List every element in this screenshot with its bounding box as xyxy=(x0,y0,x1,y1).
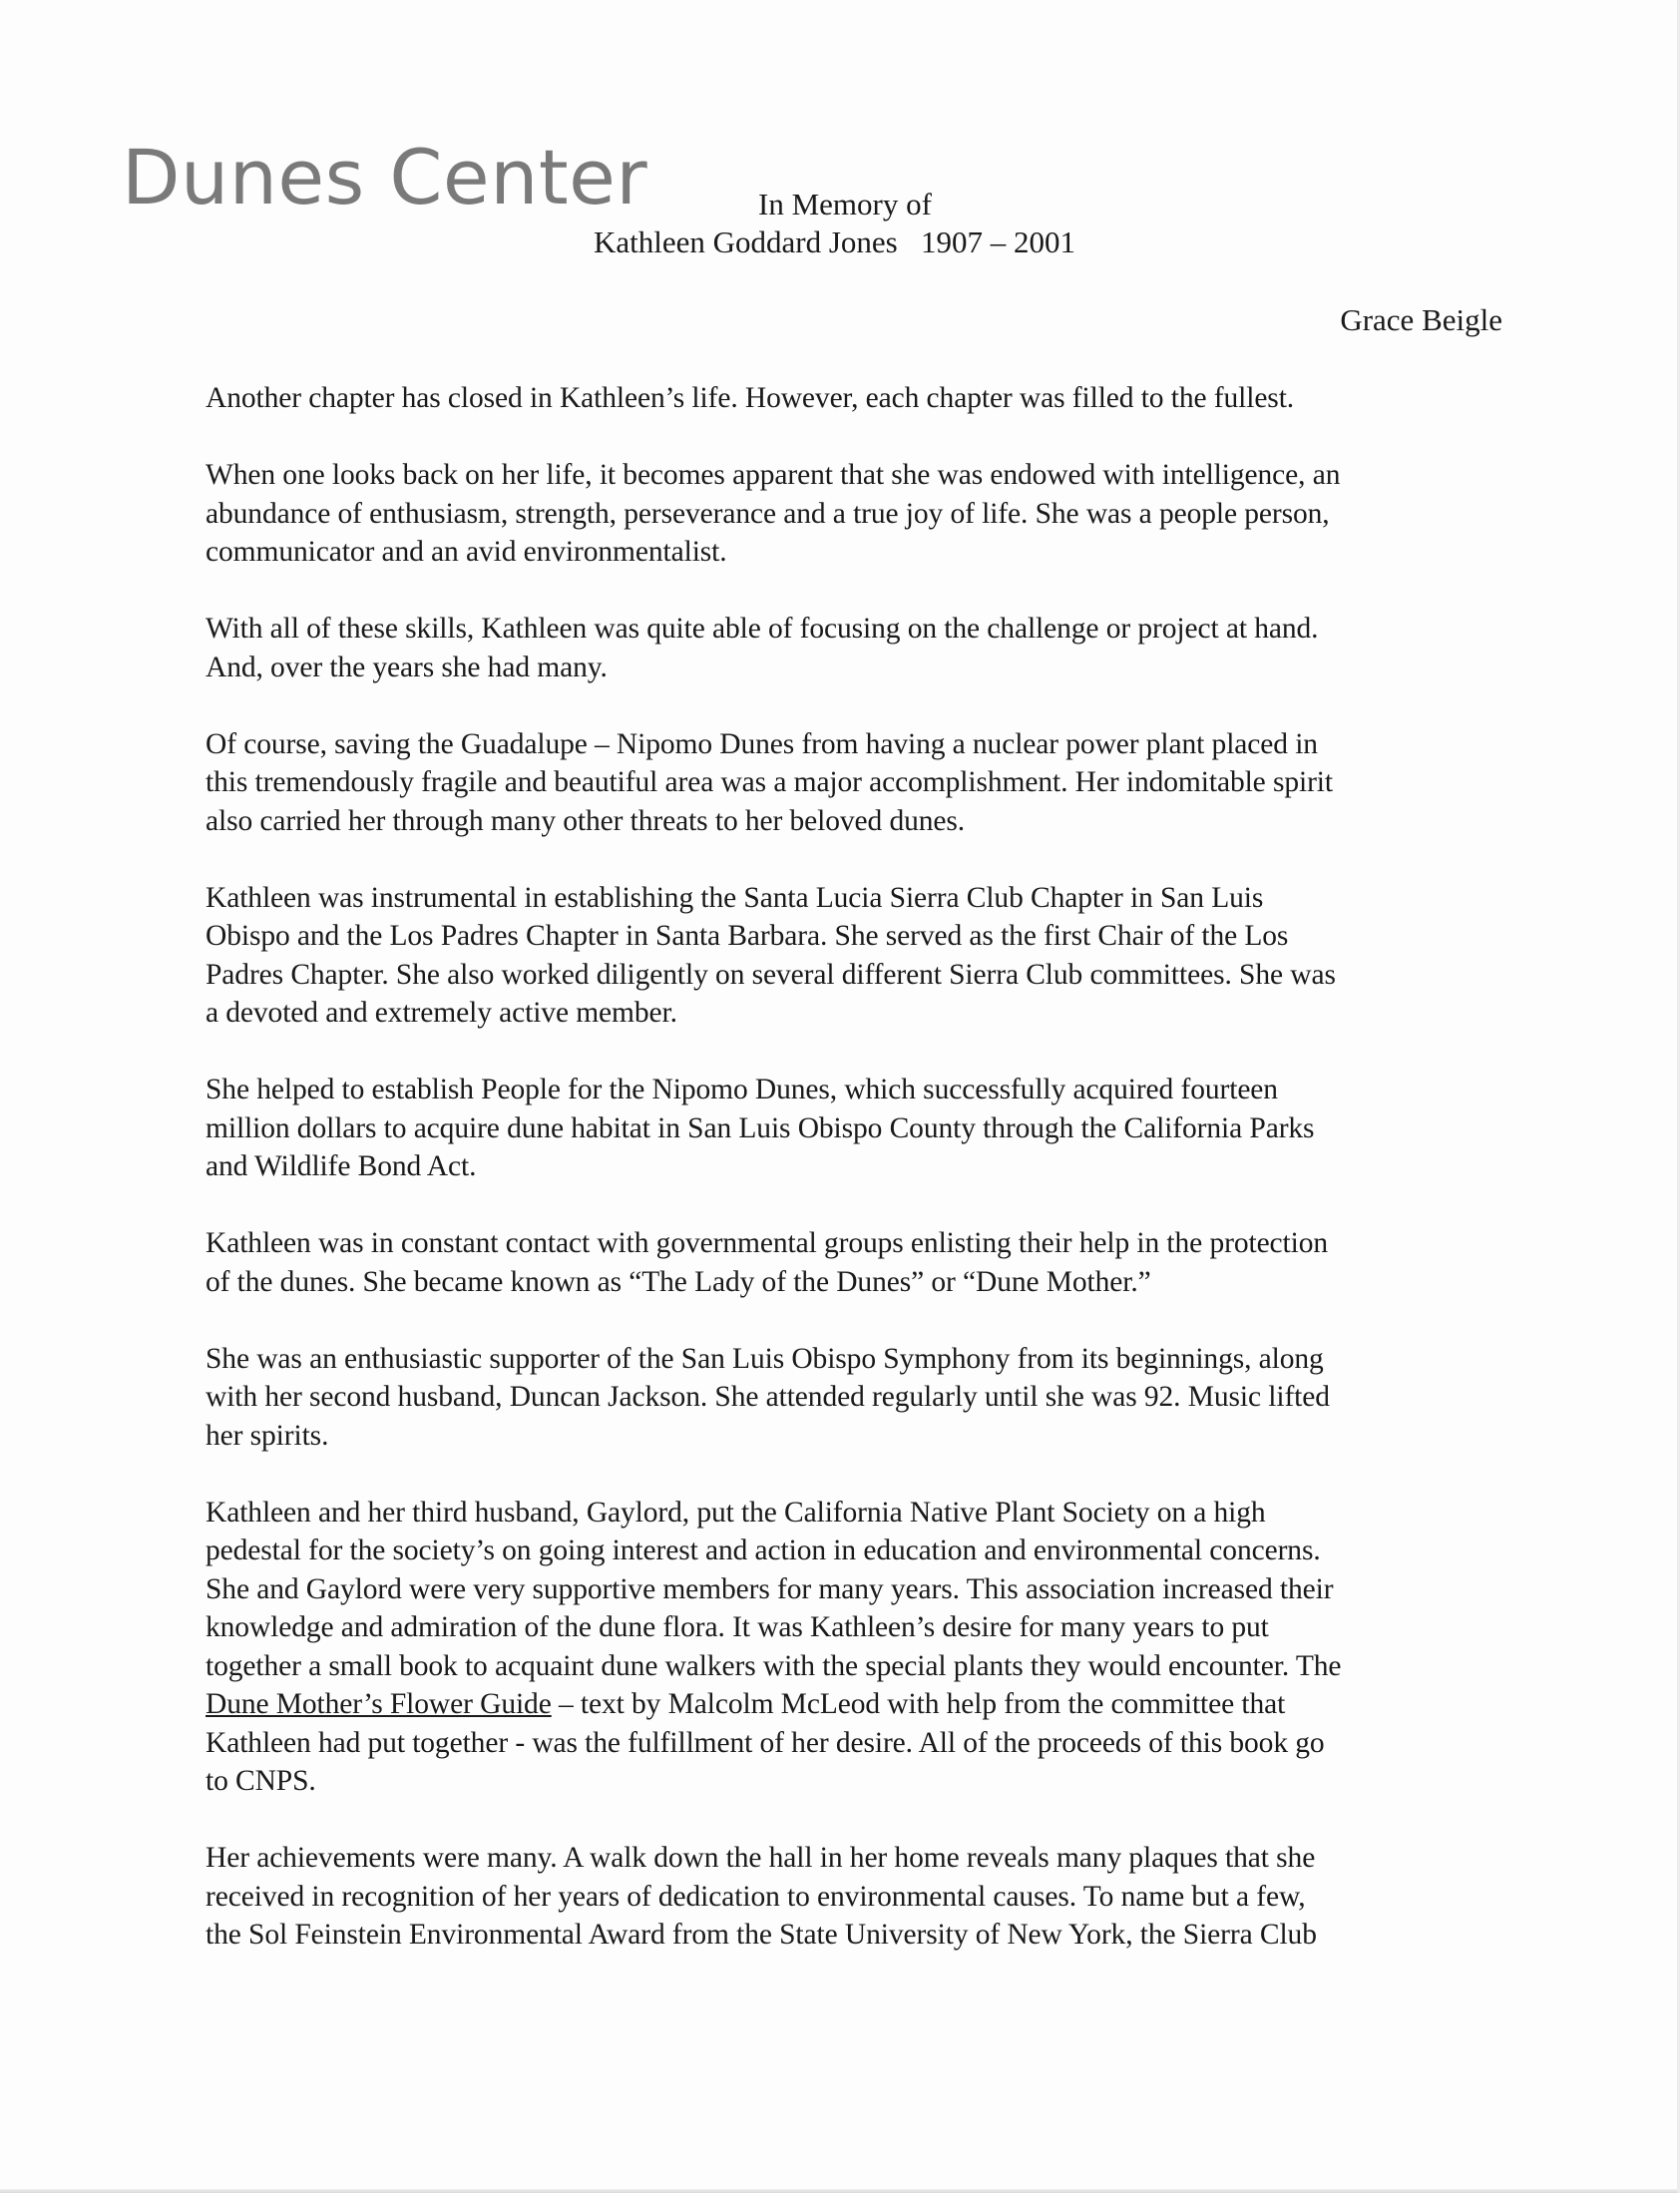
text-line: When one looks back on her life, it becomes apparent that she was endowed with intelligence, an xyxy=(206,459,1341,491)
text-line: She and Gaylord were very supportive members for many years. This association increased their xyxy=(206,1572,1334,1605)
text-line: this tremendously fragile and beautiful area was a major accomplishment. Her indomitable spirit xyxy=(206,766,1333,798)
paragraph-4 xyxy=(206,725,1502,841)
text-line: the Sol Feinstein Environmental Award from the State University of New York, the Sierra Club xyxy=(206,1919,1317,1951)
in-memory-of-line: In Memory of xyxy=(758,187,932,221)
paragraph-5 xyxy=(206,879,1502,1033)
book-line-rest: – text by Malcolm McLeod with help from the committee that xyxy=(551,1688,1286,1720)
text-line: And, over the years she had many. xyxy=(206,651,608,683)
paragraph-3 xyxy=(206,610,1502,686)
text-line: and Wildlife Bond Act. xyxy=(206,1150,477,1182)
text-line: pedestal for the society’s on going interest and action in education and environmental concerns. xyxy=(206,1535,1321,1566)
text-line: communicator and an avid environmentalist. xyxy=(206,536,727,568)
text-line: Padres Chapter. She also worked diligently on several different Sierra Club committees. She was xyxy=(206,958,1336,991)
honoree-name-dates: Kathleen Goddard Jones 1907 – 2001 xyxy=(594,224,1075,259)
paragraph-10 xyxy=(206,1839,1502,1955)
text-line: a devoted and extremely active member. xyxy=(206,997,677,1029)
text-line: Kathleen had put together - was the fulfillment of her desire. All of the proceeds of this book go xyxy=(206,1726,1325,1759)
text-line: Kathleen was instrumental in establishing the Santa Lucia Sierra Club Chapter in San Luis xyxy=(206,881,1264,914)
paragraph-2 xyxy=(206,456,1502,572)
scan-bottom-edge xyxy=(0,2189,1680,2193)
text-line: together a small book to acquaint dune walkers with the special plants they would encounter. The xyxy=(206,1649,1342,1682)
text-line: knowledge and admiration of the dune flora. It was Kathleen’s desire for many years to put xyxy=(206,1611,1269,1643)
book-title: Dune Mother’s Flower Guide xyxy=(206,1688,552,1720)
text-line: to CNPS. xyxy=(206,1765,316,1797)
text-line: Of course, saving the Guadalupe – Nipomo Dunes from having a nuclear power plant placed in xyxy=(206,727,1318,760)
text-line: Kathleen and her third husband, Gaylord, put the California Native Plant Society on a high xyxy=(206,1496,1266,1529)
paragraph-7 xyxy=(206,1224,1502,1301)
paragraph-8 xyxy=(206,1340,1502,1456)
text-line: her spirits. xyxy=(206,1419,329,1452)
text-line: received in recognition of her years of dedication to environmental causes. To name but a few, xyxy=(206,1880,1306,1913)
text-line: Obispo and the Los Padres Chapter in Santa Barbara. She served as the first Chair of the Los xyxy=(206,920,1289,952)
memorial-body xyxy=(206,379,1502,1992)
text-line: also carried her through many other threats to her beloved dunes. xyxy=(206,804,966,837)
text-line: She was an enthusiastic supporter of the San Luis Obispo Symphony from its beginnings, along xyxy=(206,1342,1324,1375)
author-name: Grace Beigle xyxy=(1340,302,1502,337)
text-line: She helped to establish People for the Nipomo Dunes, which successfully acquired fourteen xyxy=(206,1074,1278,1105)
text-line: with her second husband, Duncan Jackson. She attended regularly until she was 92. Music lifted xyxy=(206,1381,1330,1413)
text-line: of the dunes. She became known as “The Lady of the Dunes” or “Dune Mother.” xyxy=(206,1265,1151,1298)
text-line: Her achievements were many. A walk down the hall in her home reveals many plaques that she xyxy=(206,1842,1316,1874)
text-line: million dollars to acquire dune habitat in San Luis Obispo County through the California Parks xyxy=(206,1111,1315,1144)
paragraph-9 xyxy=(206,1494,1502,1801)
text-line: Kathleen was in constant contact with governmental groups enlisting their help in the protection xyxy=(206,1227,1329,1259)
text-line: With all of these skills, Kathleen was quite able of focusing on the challenge or project at hand. xyxy=(206,613,1319,645)
paragraph-1 xyxy=(206,379,1502,418)
text-line-with-book-title xyxy=(206,1685,1502,1724)
text-line: Another chapter has closed in Kathleen’s life. However, each chapter was filled to the fullest. xyxy=(206,382,1295,414)
org-name-heading: Dunes Center xyxy=(122,133,648,221)
text-line: abundance of enthusiasm, strength, perseverance and a true joy of life. She was a people person, xyxy=(206,497,1330,530)
paragraph-6 xyxy=(206,1071,1502,1186)
